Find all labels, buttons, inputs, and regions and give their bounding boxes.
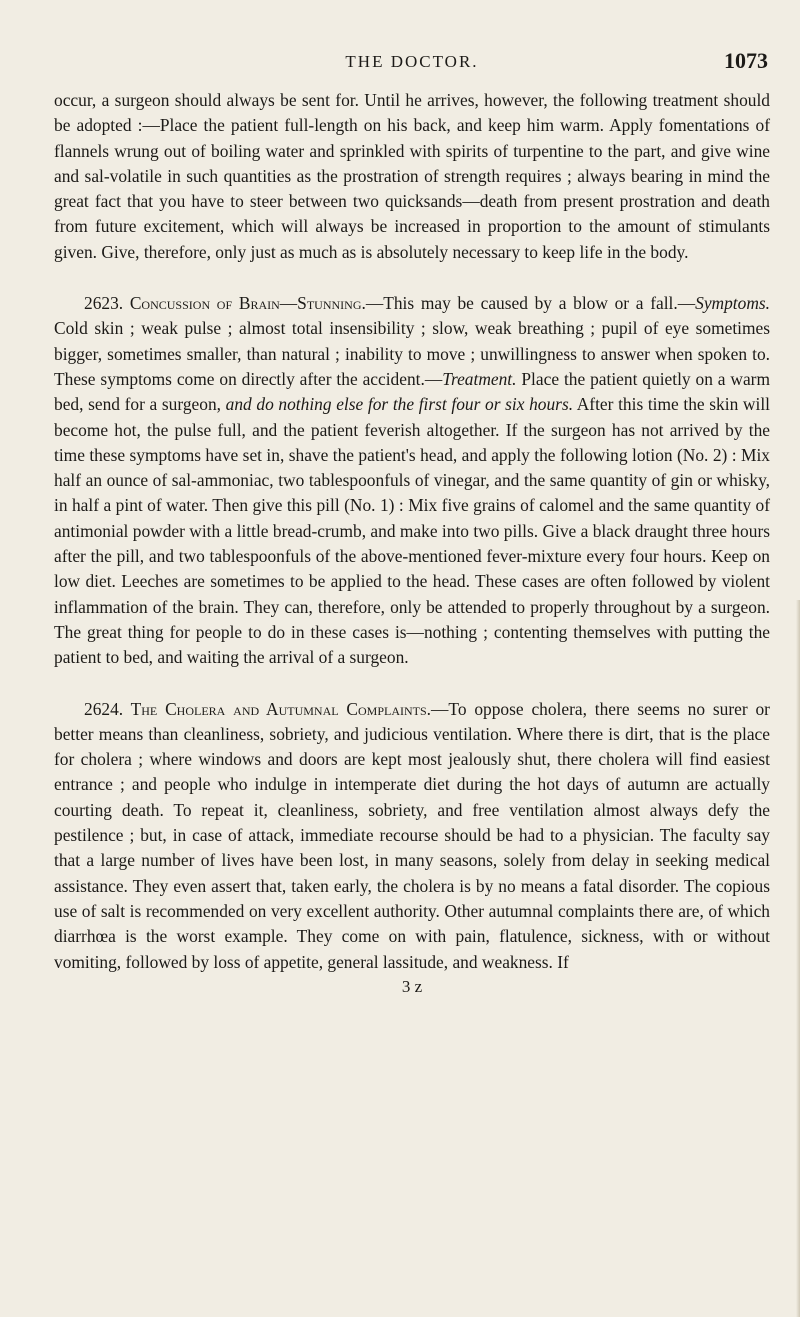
paragraph-concussion (54, 291, 770, 670)
page-number: 1073 (724, 48, 768, 73)
page-edge-shadow (796, 600, 800, 1317)
body-text (54, 88, 770, 997)
paragraph-cholera (54, 697, 770, 975)
concussion-intro: —This may be caused by a blow or a fall.— (365, 293, 696, 314)
paragraph-gap (54, 265, 770, 291)
paragraph-gap (54, 671, 770, 697)
running-head (56, 46, 768, 76)
treatment-emphasis: and do nothing else for the first four or six hours. (225, 394, 574, 415)
running-title: THE DOCTOR. (345, 52, 479, 71)
paragraph-continuation: occur, a surgeon should always be sent for. Until he arrives, however, the following treatment should be adopted :—Place the patient full-length on his back, and keep him warm. Apply fomentations of flannels wrung out of boiling water and sprinkled with spirits of turpentine to the part, and give wine and sal-volatile in such quantities as the prostration of strength requires ; always bearing in mind the great fact that you have to steer between two quicksands—death from present prostration and death from future excitement, which will always be increased in proportion to the amount of stimulants given. Give, therefore, only just as much as is absolutely necessary to keep life in the body. (54, 90, 770, 262)
section-heading-2624: 2624. The Cholera and Autumnal Complaints. (84, 698, 432, 719)
symptoms-label: Symptoms. (695, 293, 770, 314)
treatment-label: Treatment. (442, 368, 517, 389)
cholera-text: —To oppose cholera, there seems no surer or better means than cleanliness, sobriety, and judicious ventilation. Where there is dirt, that is the place for cholera ; where windows and doors are kept most jealously shut, there cholera will find easiest entrance ; and people who indulge in intemperate diet during the hot days of autumn are actually courting death. To repeat it, cleanliness, sobriety, and free ventilation almost always defy the pestilence ; but, in case of attack, immediate recourse should be had to a physician. The faculty say that a large number of lives have been lost, in many seasons, solely from delay in seeking medical assistance. They even assert that, taken early, the cholera is by no means a fatal disorder. The copious use of salt is recommended on very excellent authority. Other autumnal complaints there are, of which diarrhœa is the worst example. They come on with pain, flatulence, sickness, with or without vomiting, followed by loss of appetite, general lassitude, and weakness. If (54, 698, 770, 972)
treatment-text: Place the patient quietly on a warm bed, send for a surgeon, (54, 368, 770, 415)
symptoms-text: Cold skin ; weak pulse ; almost total insensibility ; slow, weak breathing ; pupil of eye sometimes bigger, sometimes smaller, than natural ; inability to move ; unwillingness to answer when spoken to. These symptoms come on directly after the accident.— (54, 318, 770, 389)
signature-mark: 3 z (401, 976, 423, 996)
treatment-continued: After this time the skin will become hot, the pulse full, and the patient feverish altogether. If the surgeon has not arrived by the time these symptoms have set in, shave the patient's head, and apply the following lotion (No. 2) : Mix half an ounce of sal-ammoniac, two tablespoonfuls of vinegar, and the same quantity of gin or whisky, in half a pint of water. Then give this pill (No. 1) : Mix five grains of calomel and the same quantity of antimonial powder with a little bread-crumb, and make into two pills. Give a black draught three hours after the pill, and two tablespoonfuls of the above-mentioned fever-mixture every four hours. Keep on low diet. Leeches are sometimes to be applied to the head. These cases are often followed by violent inflammation of the brain. They can, therefore, only be attended to properly throughout by a surgeon. The great thing for people to do in these cases is—nothing ; contenting themselves with putting the patient to bed, and waiting the arrival of a surgeon. (54, 394, 770, 668)
section-heading-2623: 2623. Concussion of Brain—Stunning. (84, 293, 366, 314)
